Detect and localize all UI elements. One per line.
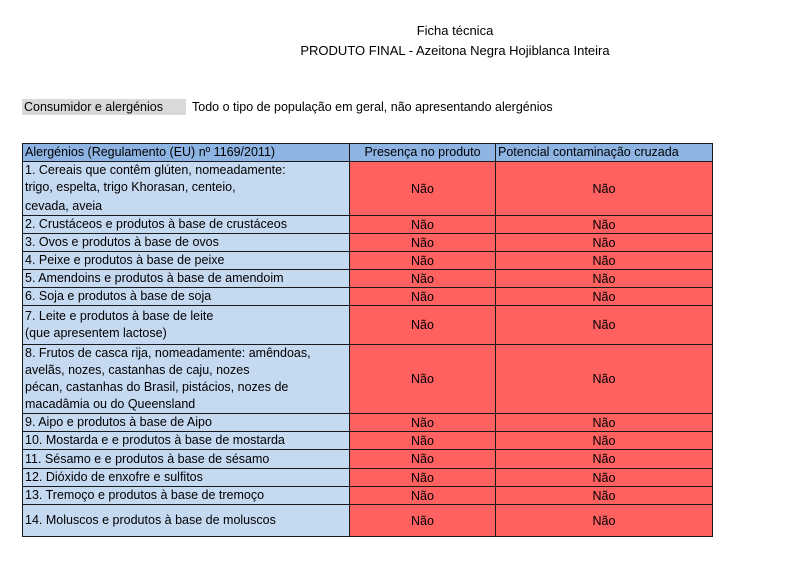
table-row xyxy=(23,487,713,505)
allergen-name xyxy=(23,306,350,345)
table-row xyxy=(23,469,713,487)
column-header-cross-contamination: Potencial contaminação cruzada xyxy=(496,144,713,162)
allergen-name-line: macadâmia ou do Queensland xyxy=(25,397,196,411)
allergen-name-line: 11. Sésamo e e produtos à base de sésamo xyxy=(25,451,270,466)
presence-value: Não xyxy=(350,306,496,345)
allergen-name-line: 8. Frutos de casca rija, nomeadamente: amêndoas, xyxy=(25,346,311,360)
allergen-name xyxy=(23,469,350,487)
cross-contamination-value: Não xyxy=(496,270,713,288)
allergen-name-line: 13. Tremoço e produtos à base de tremoço xyxy=(25,488,265,502)
allergen-name xyxy=(23,288,350,306)
presence-value: Não xyxy=(350,288,496,306)
cross-contamination-value: Não xyxy=(496,469,713,487)
product-title: PRODUTO FINAL - Azeitona Negra Hojiblanca Inteira xyxy=(300,43,610,58)
allergen-name-line: 12. Dióxido de enxofre e sulfitos xyxy=(25,470,203,484)
column-header-presence: Presença no produto xyxy=(350,144,496,162)
allergen-name xyxy=(23,216,350,234)
allergen-name xyxy=(23,450,350,469)
cross-contamination-value: Não xyxy=(496,505,713,537)
cross-contamination-value: Não xyxy=(496,252,713,270)
table-row xyxy=(23,216,713,234)
allergen-name xyxy=(23,345,350,414)
allergen-name-line: 3. Ovos e produtos à base de ovos xyxy=(25,235,219,249)
presence-value: Não xyxy=(350,234,496,252)
allergen-name-line: 10. Mostarda e e produtos à base de mostarda xyxy=(25,433,285,447)
allergen-name-line: 7. Leite e produtos à base de leite xyxy=(25,309,214,323)
cross-contamination-value: Não xyxy=(496,345,713,414)
allergen-name xyxy=(23,234,350,252)
allergen-name-line: pécan, castanhas do Brasil, pistácios, nozes de xyxy=(25,380,289,394)
document-title: Ficha técnica xyxy=(416,23,494,38)
table-row xyxy=(23,306,713,345)
allergen-name xyxy=(23,270,350,288)
presence-value: Não xyxy=(350,432,496,450)
allergen-name-line: 2. Crustáceos e produtos à base de crustáceos xyxy=(25,217,287,231)
presence-value: Não xyxy=(350,414,496,432)
table-row xyxy=(23,450,713,469)
table-row xyxy=(23,234,713,252)
cross-contamination-value: Não xyxy=(496,450,713,469)
allergen-name xyxy=(23,162,350,216)
allergen-name-line: avelãs, nozes, castanhas de caju, nozes xyxy=(25,363,250,377)
table-row xyxy=(23,505,713,537)
allergen-name xyxy=(23,252,350,270)
cross-contamination-value: Não xyxy=(496,234,713,252)
presence-value: Não xyxy=(350,469,496,487)
allergen-name-line: trigo, espelta, trigo Khorasan, centeio, xyxy=(25,180,236,194)
consumer-label: Consumidor e alergénios xyxy=(22,99,186,115)
allergen-name-line: (que apresentem lactose) xyxy=(25,326,167,340)
allergen-name-line: 9. Aipo e produtos à base de Aipo xyxy=(25,415,212,429)
allergen-name xyxy=(23,487,350,505)
allergens-table xyxy=(22,143,713,537)
cross-contamination-value: Não xyxy=(496,487,713,505)
allergen-name xyxy=(23,432,350,450)
allergen-name-line: 14. Moluscos e produtos à base de moluscos xyxy=(25,513,276,527)
cross-contamination-value: Não xyxy=(496,414,713,432)
table-row xyxy=(23,252,713,270)
table-row xyxy=(23,432,713,450)
consumer-value: Todo o tipo de população em geral, não apresentando alergénios xyxy=(192,100,553,114)
allergen-name-line: cevada, aveia xyxy=(25,199,103,213)
column-header-allergens: Alergénios (Regulamento (EU) nº 1169/2011) xyxy=(23,144,350,162)
presence-value: Não xyxy=(350,345,496,414)
cross-contamination-value: Não xyxy=(496,432,713,450)
table-header-row xyxy=(23,144,713,162)
cross-contamination-value: Não xyxy=(496,162,713,216)
table-row xyxy=(23,345,713,414)
allergen-name-line: 6. Soja e produtos à base de soja xyxy=(25,289,212,303)
allergen-name-line: 5. Amendoins e produtos à base de amendoim xyxy=(25,271,284,285)
table-row xyxy=(23,270,713,288)
allergen-name-line: 4. Peixe e produtos à base de peixe xyxy=(25,253,225,267)
table-row xyxy=(23,414,713,432)
presence-value: Não xyxy=(350,162,496,216)
allergen-name xyxy=(23,505,350,537)
table-row xyxy=(23,162,713,216)
presence-value: Não xyxy=(350,252,496,270)
table-row xyxy=(23,288,713,306)
cross-contamination-value: Não xyxy=(496,306,713,345)
presence-value: Não xyxy=(350,487,496,505)
cross-contamination-value: Não xyxy=(496,216,713,234)
cross-contamination-value: Não xyxy=(496,288,713,306)
allergen-name xyxy=(23,414,350,432)
presence-value: Não xyxy=(350,270,496,288)
presence-value: Não xyxy=(350,450,496,469)
allergen-name-line: 1. Cereais que contêm glúten, nomeadamente: xyxy=(25,163,286,177)
presence-value: Não xyxy=(350,216,496,234)
presence-value: Não xyxy=(350,505,496,537)
